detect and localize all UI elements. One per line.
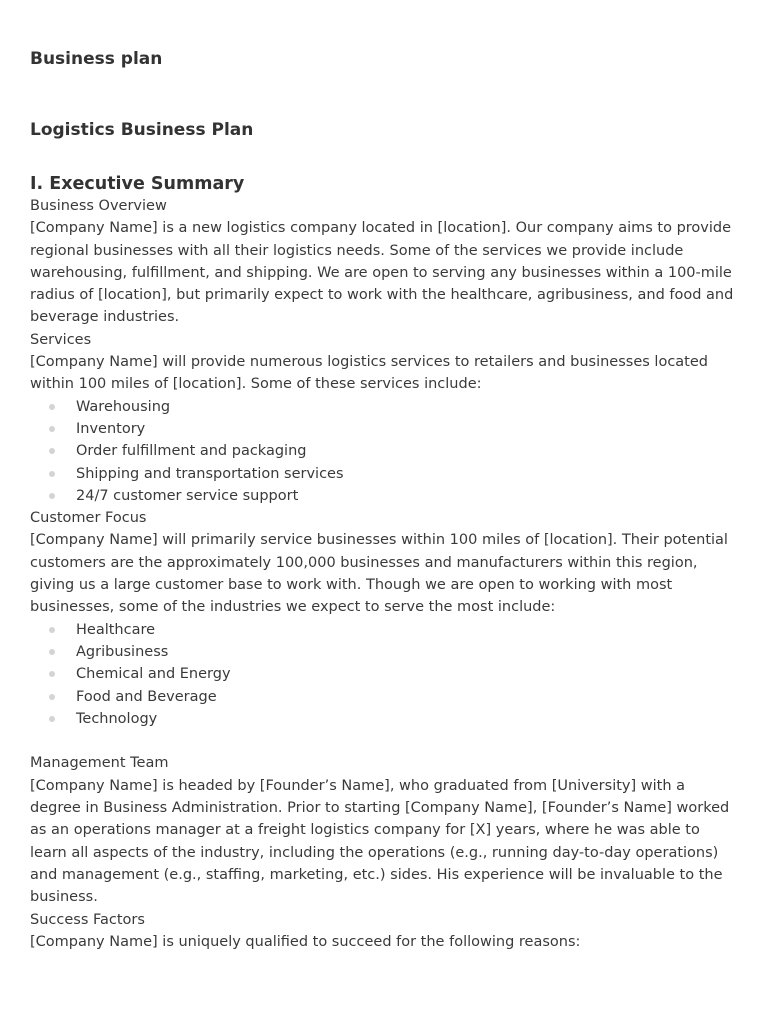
bullet-icon: [49, 627, 55, 633]
bullet-icon: [49, 448, 55, 454]
list-item: Agribusiness: [76, 641, 738, 663]
list-item: Healthcare: [76, 619, 738, 641]
business-overview-text: [Company Name] is a new logistics company located in [location]. Our company aims to provide regional businesses with all their logistics needs. Some of the services we provide include warehousing, fulfillment, and shipping. We are open to serving any businesses within a 100-mile radius of [location], but primarily expect to work with the healthcare, agribusiness, and food and beverage industries.: [30, 220, 734, 326]
list-item: Food and Beverage: [76, 686, 738, 708]
list-item: Inventory: [76, 418, 738, 440]
bullet-icon: [49, 649, 55, 655]
list-item: Order fulfillment and packaging: [76, 440, 738, 462]
business-overview-section: [30, 195, 738, 329]
management-team-heading: Management Team: [30, 755, 169, 772]
plan-title: Logistics Business Plan: [30, 120, 254, 140]
success-factors-heading: Success Factors: [30, 911, 145, 928]
management-team-section: [30, 752, 738, 908]
list-item: Chemical and Energy: [76, 663, 738, 685]
services-text: [Company Name] will provide numerous logistics services to retailers and businesses located within 100 miles of [location]. Some of these services include:: [30, 354, 708, 393]
list-item: Technology: [76, 708, 738, 730]
bullet-icon: [49, 404, 55, 410]
bullet-icon: [49, 426, 55, 432]
section-heading-executive-summary: I. Executive Summary: [30, 174, 245, 194]
customer-focus-section: [30, 507, 738, 730]
bullet-icon: [49, 716, 55, 722]
bullet-icon: [49, 471, 55, 477]
list-item: Warehousing: [76, 396, 738, 418]
services-heading: Services: [30, 331, 92, 348]
services-section: [30, 329, 738, 507]
management-team-text: [Company Name] is headed by [Founder’s Name], who graduated from [University] with a degree in Business Administration. Prior to starting [Company Name], [Founder’s Name] worked as an operations manager at a freight logistics company for [X] years, where he was able to learn all aspects of the industry, including the operations (e.g., running day-to-day operations) and management (e.g., staffing, marketing, etc.) sides. His experience will be invaluable to the business.: [30, 777, 730, 906]
success-factors-text: [Company Name] is uniquely qualified to succeed for the following reasons:: [30, 933, 581, 950]
services-list: [30, 396, 738, 507]
document-title: Business plan: [30, 49, 163, 69]
bullet-icon: [49, 493, 55, 499]
industries-list: [30, 619, 738, 730]
blank-line: [30, 730, 738, 752]
success-factors-section: [30, 909, 738, 954]
bullet-icon: [49, 694, 55, 700]
list-item: 24/7 customer service support: [76, 485, 738, 507]
list-item: Shipping and transportation services: [76, 463, 738, 485]
customer-focus-text: [Company Name] will primarily service businesses within 100 miles of [location]. Their potential customers are the approximately 100,000 businesses and manufacturers within this region, giving us a large customer base to work with. Though we are open to working with most businesses, some of the industries we expect to serve the most include:: [30, 532, 728, 616]
business-overview-heading: Business Overview: [30, 198, 167, 214]
customer-focus-heading: Customer Focus: [30, 510, 147, 527]
bullet-icon: [49, 671, 55, 677]
